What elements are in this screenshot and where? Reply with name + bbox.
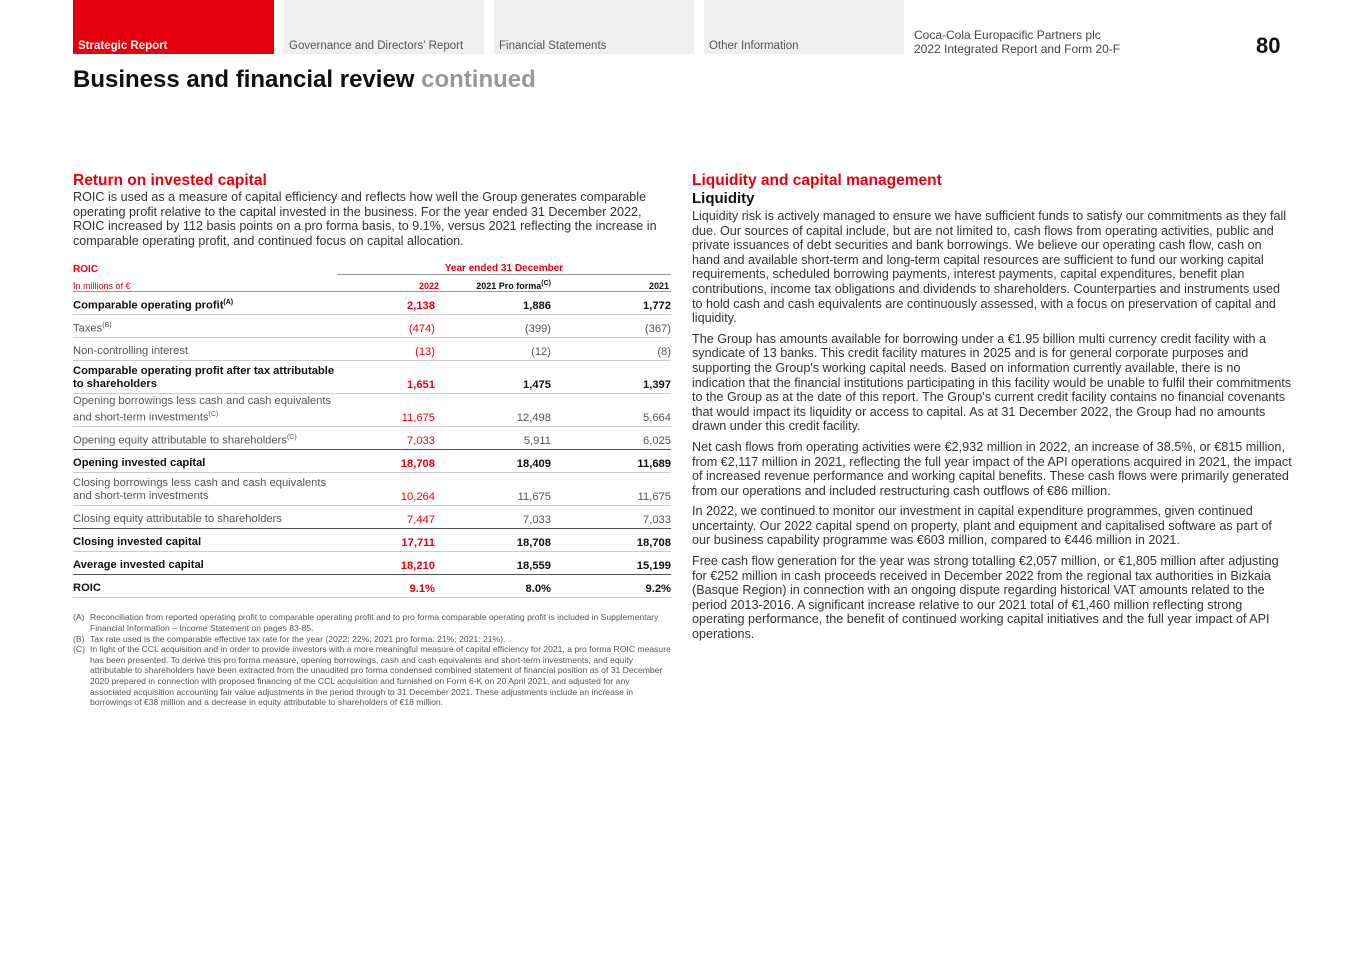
liquidity-subheading: Liquidity — [692, 190, 755, 207]
value-2021-pro-forma: 12,498 — [439, 394, 555, 427]
liquidity-section — [692, 172, 1292, 648]
footnote-ref: (C) — [286, 433, 297, 441]
value-2022: 1,651 — [337, 361, 439, 394]
roic-intro: ROIC is used as a measure of capital efficiency and reflects how well the Group generates comparable operating profit relative to the capital invested in the business. For the year ended 31 December 2022, ROIC increased by 112 basis points on a pro forma basis, to 9.1%, versus 2021 reflecting the increase in comparable operating profit, and continued focus on capital allocation. — [73, 190, 657, 248]
row-label — [73, 394, 337, 427]
company-line: Coca-Cola Europacific Partners plc — [914, 28, 1101, 42]
col-pro-forma — [439, 275, 555, 292]
col-pro-sup: (C) — [541, 280, 551, 288]
row-label — [73, 315, 337, 338]
value-2021: 11,689 — [555, 450, 671, 473]
value-2022: 9.1% — [337, 575, 439, 598]
footnote — [73, 612, 671, 633]
tab-label: Financial Statements — [499, 40, 607, 52]
value-2021: 18,708 — [555, 529, 671, 552]
value-2021-pro-forma: 11,675 — [439, 473, 555, 506]
tab-label: Governance and Directors' Report — [289, 40, 464, 52]
value-2022: 7,033 — [337, 427, 439, 450]
row-label — [73, 529, 337, 552]
period-header: Year ended 31 December — [337, 258, 671, 275]
value-2021-pro-forma: 1,475 — [439, 361, 555, 394]
value-2021-pro-forma: (12) — [439, 338, 555, 361]
value-2021-pro-forma: 18,708 — [439, 529, 555, 552]
footnote-key: (B) — [73, 633, 85, 644]
row-label — [73, 338, 337, 361]
value-2022: 2,138 — [337, 292, 439, 315]
row-label-text: Closing invested capital — [73, 536, 202, 549]
value-2022: (474) — [337, 315, 439, 338]
table-row — [73, 473, 671, 506]
value-2021: (367) — [555, 315, 671, 338]
table-row — [73, 361, 671, 394]
row-label-text: Comparable operating profit after tax attributable to shareholders — [73, 365, 335, 391]
table-title: ROIC — [73, 263, 98, 275]
unit-label: In millions of € — [73, 275, 337, 292]
row-label-text: Closing equity attributable to shareholders — [73, 513, 282, 526]
row-label-text: Average invested capital — [73, 559, 204, 572]
footnote-text: Tax rate used is the comparable effective tax rate for the year (2022: 22%; 2021 pro forma: 21%; 2021: 21%). — [90, 633, 506, 644]
footnote-key: (A) — [73, 612, 85, 623]
value-2021: 11,675 — [555, 473, 671, 506]
table-row — [73, 450, 671, 473]
table-header-row — [73, 258, 671, 275]
footnote-ref: (A) — [223, 298, 234, 306]
row-label-text: Non-controlling interest — [73, 345, 189, 358]
tab-financial-statements[interactable] — [494, 0, 694, 54]
table-row — [73, 394, 671, 427]
col-pro-label: 2021 Pro forma — [476, 281, 542, 292]
value-2022: 18,708 — [337, 450, 439, 473]
footnote-text: Reconciliation from reported operating profit to comparable operating profit and to pro forma comparable operating profit is included in Supplementary Financial Information – Income Statement on pages 83-85. — [90, 612, 659, 633]
footnotes — [73, 612, 671, 707]
row-label — [73, 450, 337, 473]
page-title — [73, 66, 536, 94]
title-suffix: continued — [421, 66, 536, 93]
table-row — [73, 292, 671, 315]
value-2021-pro-forma: 5,911 — [439, 427, 555, 450]
liquidity-paragraph: The Group has amounts available for borrowing under a €1.95 billion multi currency credit facility with a syndicate of 13 banks. This credit facility matures in 2025 and is for general corporate purposes and supporting the Group's working capital needs. Based on information currently available, there is no indication that the financial institutions participating in this facility would be unable to fulfil their commitments to the Group as at the date of this report. The Group's current credit facility contains no financial covenants that would impact its liquidity or access to capital. As at 31 December 2022, the Group had no amounts drawn under this credit facility. — [692, 331, 1292, 434]
footnote-key: (C) — [73, 644, 85, 655]
table-row — [73, 427, 671, 450]
footnote — [73, 644, 671, 708]
col-2021 — [555, 275, 671, 292]
roic-heading: Return on invested capital — [73, 172, 267, 189]
table-row — [73, 315, 671, 338]
liquidity-paragraph: In 2022, we continued to monitor our investment in capital expenditure programmes, given continued uncertainty. Our 2022 capital spend on property, plant and equipment and capitalised software as part of our business capability programme was €603 million, compared to €446 million in 2021. — [692, 504, 1272, 548]
value-2021: 15,199 — [555, 552, 671, 575]
footnote-ref: (B) — [102, 321, 112, 329]
value-2021-pro-forma: 8.0% — [439, 575, 555, 598]
liquidity-paragraph: Net cash flows from operating activities were €2,932 million in 2022, an increase of 38.5%, or €815 million, from €2,117 million in 2021, reflecting the full year impact of the API operations acquired in 2021, the impact of increased revenue performance and working capital benefits. These cash flows were primarily generated from our operations and included restructuring cash outflows of €86 million. — [692, 439, 1292, 498]
table-row — [73, 552, 671, 575]
row-label — [73, 552, 337, 575]
row-label-text: Opening equity attributable to shareholders — [73, 434, 287, 447]
footnote-ref: (C) — [208, 410, 219, 418]
value-2022: 17,711 — [337, 529, 439, 552]
value-2021: (8) — [555, 338, 671, 361]
row-label — [73, 292, 337, 315]
table-subheader-row — [73, 275, 671, 292]
value-2021: 7,033 — [555, 506, 671, 529]
liquidity-paragraph: Liquidity risk is actively managed to ensure we have sufficient funds to satisfy our commitments as they fall due. Our sources of capital include, but are not limited to, cash flows from operating activities, public and private issuances of debt securities and bank borrowings. We believe our operating cash flow, cash on hand and available short-term and long-term capital resources are sufficient to fund our working capital requirements, scheduled borrowing payments, interest payments, capital expenditures, benefit plan contributions, income tax obligations and dividends to shareholders. Counterparties and instruments used to hold cash and cash equivalents are continuously assessed, with a focus on preservation of capital and liquidity. — [692, 209, 1287, 326]
col-2021-label: 2021 — [648, 281, 669, 292]
page-number: 80 — [1256, 33, 1281, 58]
value-2022: 10,264 — [337, 473, 439, 506]
row-label — [73, 575, 337, 598]
value-2022: 7,447 — [337, 506, 439, 529]
table-row — [73, 575, 671, 598]
tab-label: Strategic Report — [78, 40, 168, 52]
company-name — [914, 28, 1120, 56]
value-2021: 9.2% — [555, 575, 671, 598]
value-2022: 18,210 — [337, 552, 439, 575]
value-2021-pro-forma: (399) — [439, 315, 555, 338]
value-2021-pro-forma: 18,559 — [439, 552, 555, 575]
col-2022 — [337, 275, 439, 292]
footnote-text: In light of the CCL acquisition and in order to provide investors with a more meaningful measure of capital efficiency for 2021, a pro forma ROIC measure has been presented. To derive this pro forma measure, opening borrowings, cash and cash equivalents and short-term investments, and equity attributable to shareholders have been extracted from the unaudited pro forma condensed combined statement of financial position as of 31 December 2020 prepared in connection with proposed financing of the CCL acquisition and furnished on Form 6-K on 20 April 2021, and adjusted for any associated acquisition accounting fair value adjustments in the period through to 31 December 2021. These adjustments include an increase in borrowings of €38 million and a decrease in equity attributable to shareholders of €18 million. — [90, 644, 671, 708]
row-label — [73, 361, 337, 394]
value-2022: 11,675 — [337, 394, 439, 427]
row-label-text: Comparable operating profit — [73, 299, 224, 312]
value-2021-pro-forma: 1,886 — [439, 292, 555, 315]
value-2021: 1,772 — [555, 292, 671, 315]
report-line: 2022 Integrated Report and Form 20-F — [914, 42, 1121, 56]
title-main: Business and financial review — [73, 66, 415, 93]
value-2021: 6,025 — [555, 427, 671, 450]
tab-governance[interactable] — [284, 0, 484, 54]
row-label — [73, 506, 337, 529]
row-label-text: Opening borrowings less cash and cash equivalents and short-term investments — [73, 394, 332, 424]
liquidity-heading: Liquidity and capital management — [692, 172, 942, 189]
liquidity-paragraph: Free cash flow generation for the year was strong totalling €2,057 million, or €1,805 million after adjusting for €252 million in cash proceeds received in December 2022 from the regional tax authorities in Bizkaia (Basque Region) in connection with an ongoing dispute regarding historical VAT amounts related to the period 2013-2016. A significant increase relative to our 2021 total of €1,460 million reflecting strong operating performance, the benefit of continued working capital initiatives and the full year impact of API operations. — [692, 554, 1279, 642]
tab-label: Other Information — [709, 40, 799, 52]
value-2021-pro-forma: 18,409 — [439, 450, 555, 473]
tab-strategic-report[interactable] — [73, 0, 274, 54]
row-label-text: ROIC — [73, 582, 101, 595]
value-2022: (13) — [337, 338, 439, 361]
tab-other-information[interactable] — [704, 0, 904, 54]
row-label — [73, 473, 337, 506]
value-2021: 5,664 — [555, 394, 671, 427]
value-2021: 1,397 — [555, 361, 671, 394]
footnote — [73, 634, 671, 645]
table-row — [73, 338, 671, 361]
roic-section — [73, 172, 671, 708]
row-label-text: Closing borrowings less cash and cash equivalents and short-term investments — [73, 477, 327, 503]
row-label-text: Opening invested capital — [73, 457, 206, 470]
row-label-text: Taxes — [73, 322, 103, 335]
table-row — [73, 506, 671, 529]
row-label — [73, 427, 337, 450]
value-2021-pro-forma: 7,033 — [439, 506, 555, 529]
roic-table — [73, 258, 671, 598]
table-row — [73, 529, 671, 552]
col-2022-label: 2022 — [418, 281, 439, 292]
